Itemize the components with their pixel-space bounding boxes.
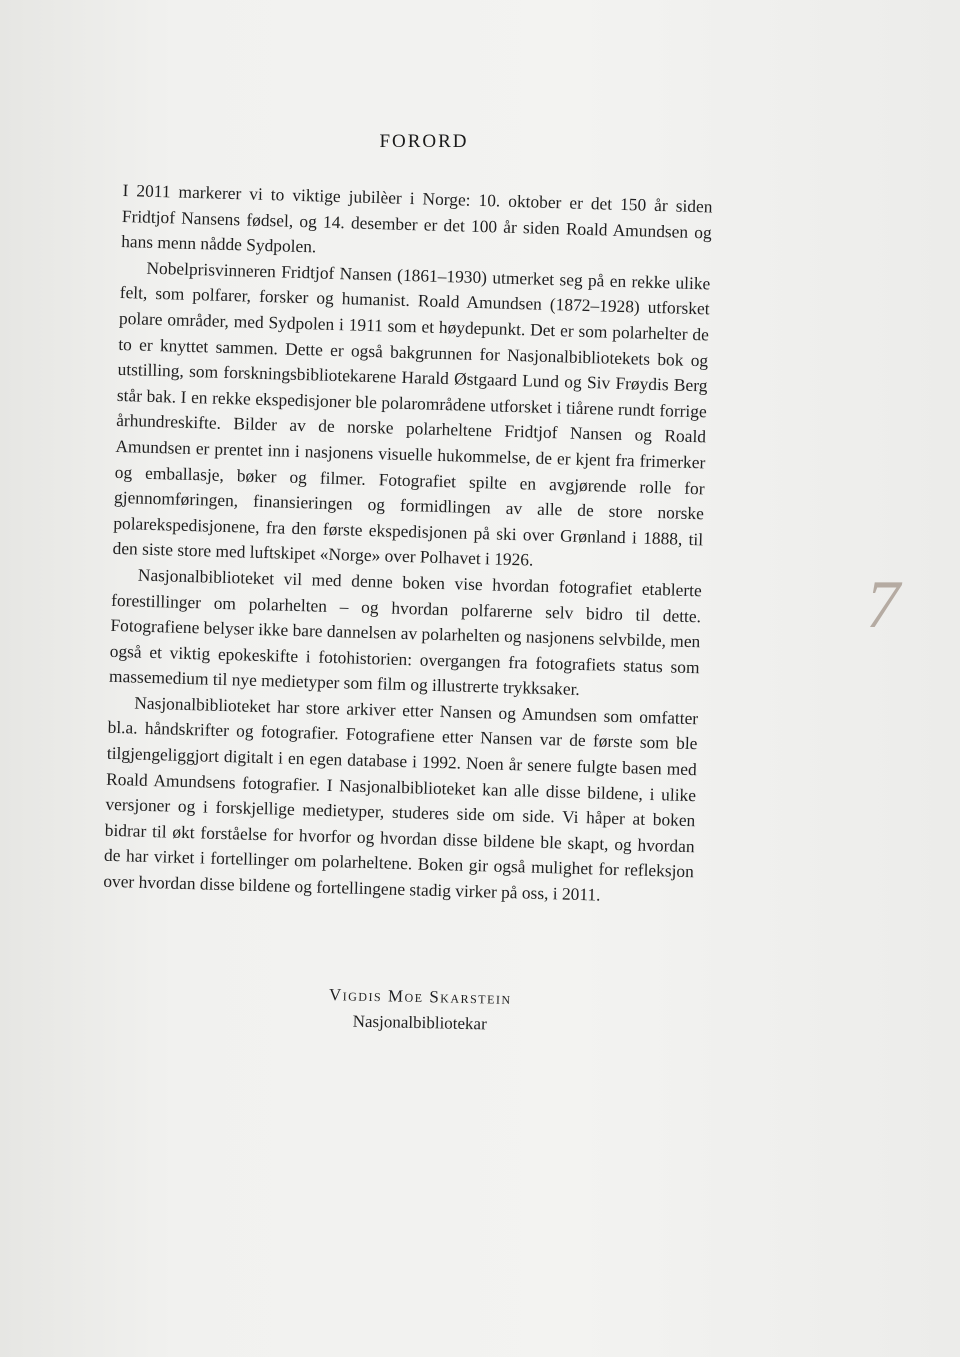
signature-name: Vigdis Moe Skarstein	[328, 985, 512, 1008]
paragraph-1: I 2011 markerer vi to viktige jubilèer i Norge: 10. oktober er det 150 år siden Fridtjof Nansens fødsel, og 14. desember er det 100 år siden Roald Amundsen og hans menn nådde Sydpolen.	[120, 179, 713, 257]
paragraph-4: Nasjonalbiblioteket har store arkiver etter Nansen og Amundsen som omfatter bl.a. håndskrifter og fotografier. Fotografiene etter Nansen var de første som ble tilgjengeliggjort digitalt i en egen database i 1992. Noen år senere fulgte basen med Roald Amundsens fotografier. I Nasjonalbiblioteket kan alle disse bildene, i ulike versjoner og i forskjellige medietyper, studeres side om side. Vi håper at boken bidrar til økt forståelse for hvorfor og hvordan disse bildene ble skapt, og hvordan de har virket i fortellinger om polarheltene. Boken gir også mulighet for refleksjon over hvordan disse bildene og fortellingene stadig virker på oss, i 2011.	[103, 692, 699, 905]
signature-title: Nasjonalbibliotekar	[352, 1011, 487, 1034]
page-number: 7	[866, 566, 900, 642]
paragraph-3: Nasjonalbiblioteket vil med denne boken vise hvordan fotografiet etablerte forestillinger om polarhelten – og hvordan polfarerne selv bidro til dette. Fotografiene belyser ikke bare dannelsen av polarhelten og nasjonens selvbilde, men også et viktig epokeskifte i fotohistorien: overgangen fra fotografiets status som massemedium til nye medietyper som film og illustrerte trykksaker.	[108, 564, 702, 700]
paragraph-2: Nobelprisvinneren Fridtjof Nansen (1861–1930) utmerket seg på en rekke ulike felt, som polfarer, forsker og humanist. Roald Amundsen (1872–1928) utforsket polare områder, med Sydpolen i 1911 som et høydepunkt. Det er som polarhelter de to er knyttet sammen. Dette er også bakgrunnen for Nasjonalbibliotekets bok og utstilling, som forskningsbibliotekarene Harald Østgaard Lund og Siv Frøydis Berg står bak. I en rekke ekspedisjoner ble polarområdene utforsket i tiårene rundt forrige århundreskifte. Bilder av de norske polarheltene Fridtjof Nansen og Roald Amundsen er prentet inn i nasjonens visuelle hukommelse, de er kjent fra frimerker og emballasje, bøker og filmer. Fotografiet spilte en avgjørende rolle for gjennomføringen, finansieringen og formidlingen av alle de store norske polarekspedisjonene, fra den første ekspedisjonen på ski over Grønland i 1888, til den siste store med luftskipet «Norge» over Polhavet i 1926.	[112, 257, 711, 570]
foreword-body	[103, 178, 713, 911]
signature-block	[200, 979, 641, 1040]
page-title: FORORD	[379, 131, 469, 152]
